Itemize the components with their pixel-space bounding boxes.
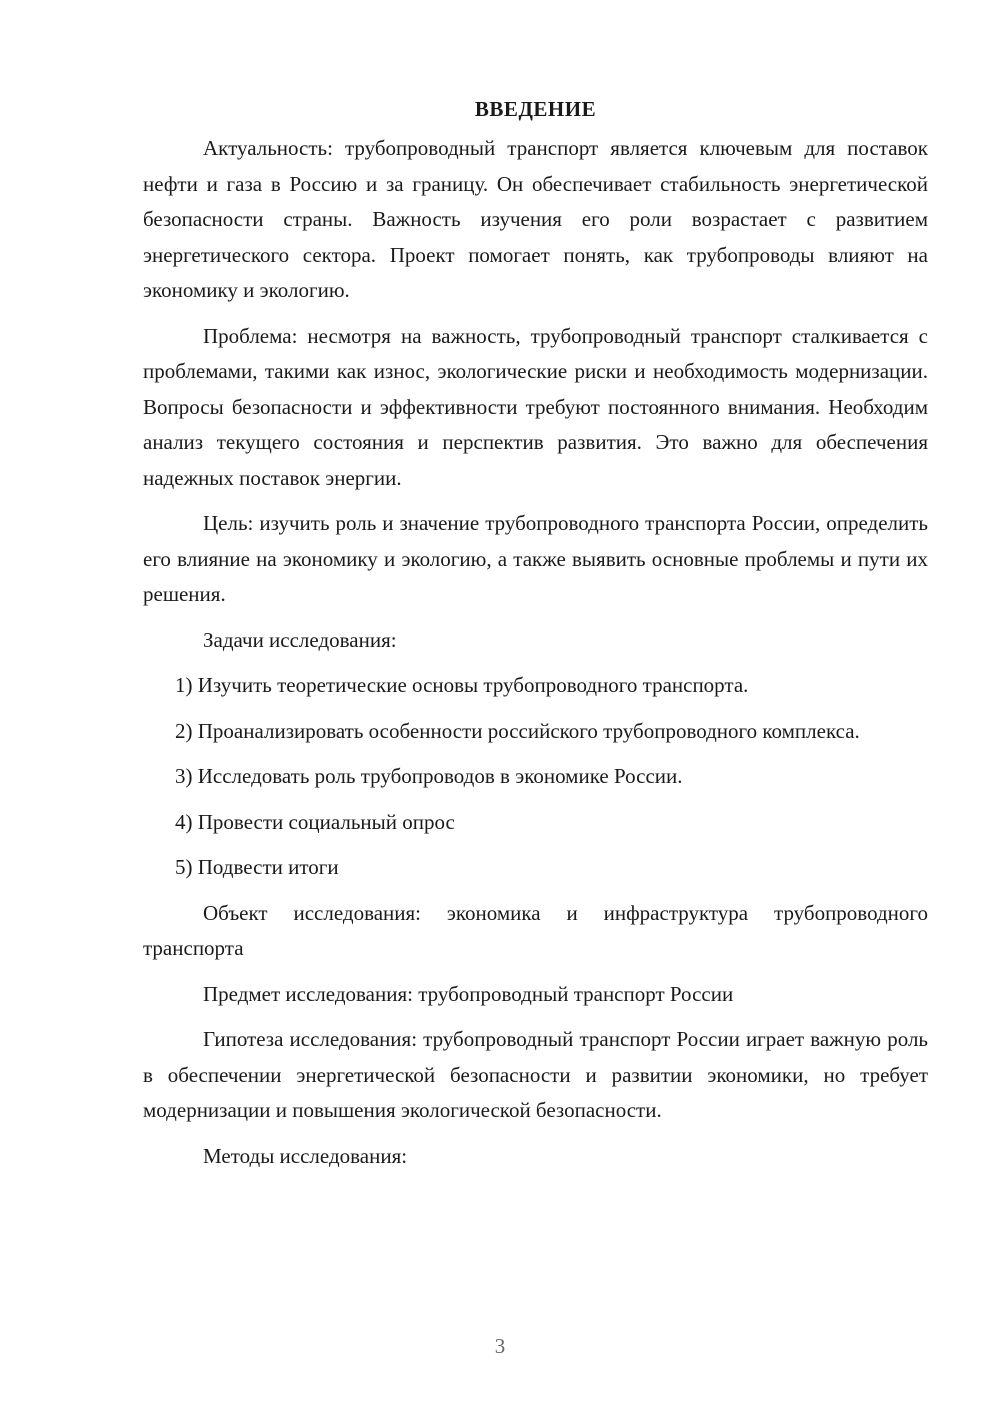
subject-paragraph: Предмет исследования: трубопроводный транспорт России <box>203 981 734 1006</box>
object-paragraph: Объект исследования: экономика и инфраструктура трубопроводного транспорта <box>143 900 928 960</box>
tasks-heading: Задачи исследования: <box>203 627 397 652</box>
task-item: 3) Исследовать роль трубопроводов в экономике России. <box>175 764 683 788</box>
page-number: 3 <box>494 1334 506 1358</box>
section-title: ВВЕДЕНИЕ <box>474 97 597 121</box>
hypothesis-paragraph: Гипотеза исследования: трубопроводный транспорт России играет важную роль в обеспечении энергетической безопасности и развитии экономики, но требует модернизации и повышения экологической безопасности. <box>143 1027 928 1122</box>
page-body <box>143 92 928 1184</box>
task-item: 1) Изучить теоретические основы трубопроводного транспорта. <box>175 673 749 697</box>
task-item: 4) Провести социальный опрос <box>175 809 455 834</box>
problem-paragraph: Проблема: несмотря на важность, трубопроводный транспорт сталкивается с проблемами, такими как износ, экологические риски и необходимость модернизации. Вопросы безопасности и эффективности требуют постоянного внимания. Необходим анализ текущего состояния и перспектив развития. Это важно для обеспечения надежных поставок энергии. <box>143 323 928 490</box>
task-item: 5) Подвести итоги <box>175 855 339 879</box>
goal-paragraph: Цель: изучить роль и значение трубопроводного транспорта России, определить его влияние на экономику и экологию, а также выявить основные проблемы и пути их решения. <box>143 511 928 606</box>
task-item: 2) Проанализировать особенности российского трубопроводного комплекса. <box>175 718 860 743</box>
methods-heading: Методы исследования: <box>203 1143 408 1168</box>
relevance-paragraph: Актуальность: трубопроводный транспорт является ключевым для поставок нефти и газа в Россию и за границу. Он обеспечивает стабильность энергетической безопасности страны. Важность изучения его роли возрастает с развитием энергетического сектора. Проект помогает понять, как трубопроводы влияют на экономику и экологию. <box>143 136 928 302</box>
